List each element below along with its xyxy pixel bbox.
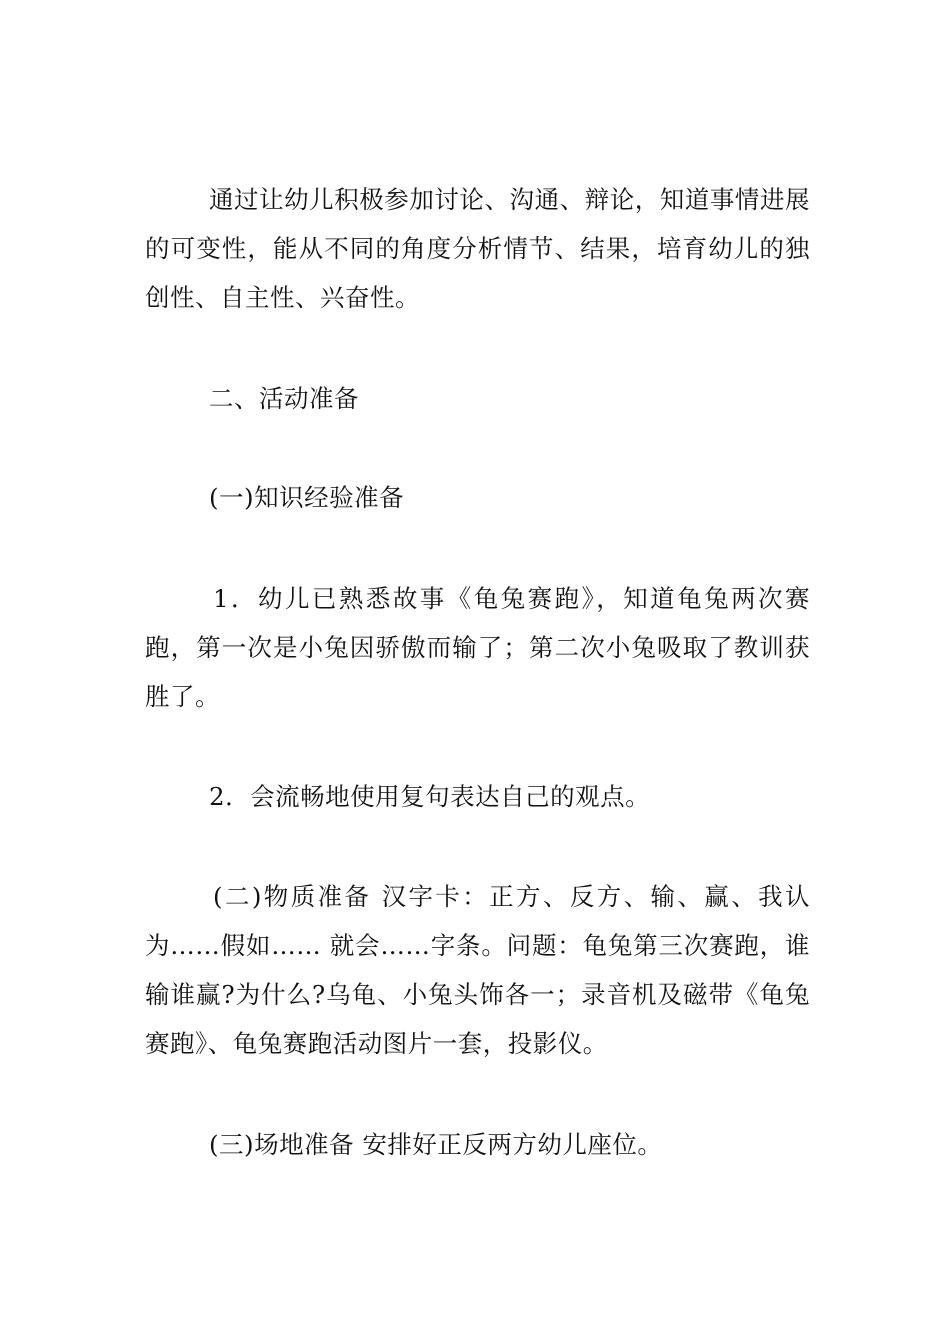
venue-preparation-paragraph: (三)场地准备 安排好正反两方幼儿座位。: [209, 1130, 663, 1159]
section-heading-activity-preparation: 二、活动准备: [209, 384, 359, 413]
knowledge-item-2: 2．会流畅地使用复句表达自己的观点。: [209, 782, 651, 811]
subheading-knowledge-preparation: (一)知识经验准备: [209, 483, 405, 512]
knowledge-item-1: 1．幼儿已熟悉故事《龟兔赛跑》，知道龟兔两次赛跑，第一次是小兔因骄傲而输了；第二次小兔吸取了教训获胜了。: [145, 584, 810, 711]
material-preparation-paragraph: (二)物质准备 汉字卡：正方、反方、输、赢、我认为……假如…… 就会……字条。问题：龟兔第三次赛跑，谁输谁赢?为什么?乌龟、小兔头饰各一；录音机及磁带《龟兔赛跑》、龟兔赛跑活动图片一套，投影仪。: [145, 882, 810, 1058]
intro-paragraph: 通过让幼儿积极参加讨论、沟通、辩论，知道事情进展的可变性，能从不同的角度分析情节、结果，培育幼儿的独创性、自主性、兴奋性。: [145, 185, 810, 312]
